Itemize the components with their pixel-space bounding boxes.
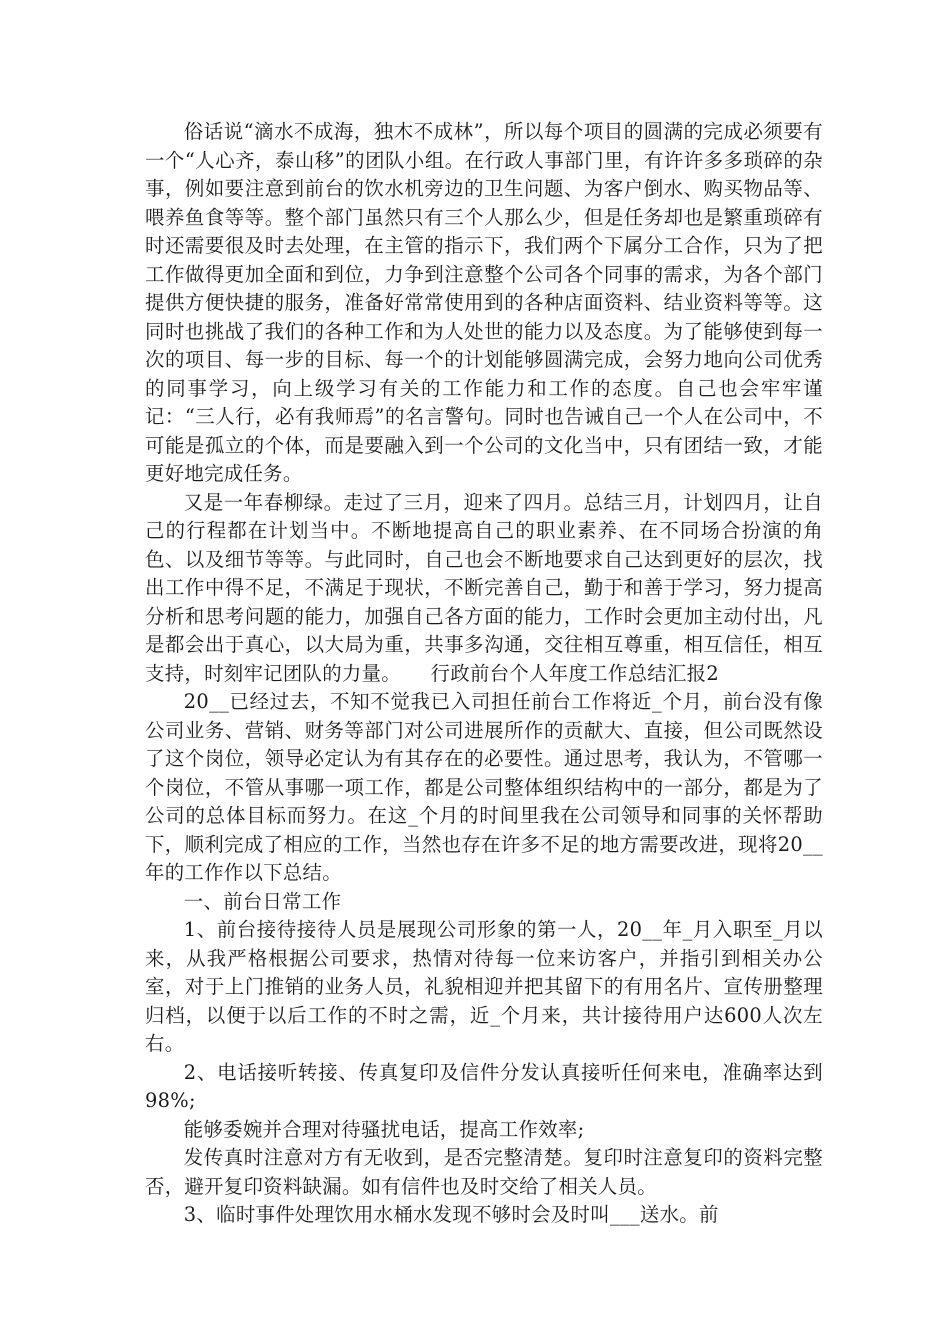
paragraph-incident-handling: 3、临时事件处理饮用水桶水发现不够时会及时叫___送水。前 [183, 1203, 719, 1226]
paragraph-reception: 1、前台接待接待人员是展现公司形象的第一人，20__年_月入职至_月以来，从我严格根据公司要求，热情对待每一位来访客户，并指引到相关办公室，对于上门推销的业务人员，礼貌相迎并把其留下的有用名片、宣传册整理归档，以便于以后工作的不时之需，近_个月来，共计接待用户达600人次左右。 [145, 918, 823, 1055]
paragraph-fax-copy: 发传真时注意对方有无收到，是否完整清楚。复印时注意复印的资料完整否，避开复印资料缺漏。如有信件也及时交给了相关人员。 [145, 1146, 823, 1198]
paragraph-phone-fax: 2、电话接听转接、传真复印及信件分发认真接听任何来电，准确率达到98%; [145, 1060, 823, 1112]
document-body [145, 118, 823, 1230]
paragraph-harassing-calls: 能够委婉并合理对待骚扰电话，提高工作效率; [183, 1117, 585, 1141]
section-heading-front-desk-daily-work: 一、前台日常工作 [183, 889, 342, 913]
paragraph-spring-summary: 又是一年春柳绿。走过了三月，迎来了四月。总结三月，计划四月，让自己的行程都在计划当中。不断地提高自己的职业素养、在不同场合扮演的角色、以及细节等等。与此同时，自己也会不断地要求自己达到更好的层次，找出工作中得不足，不满足于现状，不断完善自己，勤于和善于学习，努力提高分析和思考问题的能力，加强自己各方面的能力，工作时会更加主动付出，凡是都会出于真心，以大局为重，共事多沟通，交往相互尊重，相互信任，相互支持，时刻牢记团队的力量。 行政前台个人年度工作总结汇报2 [145, 490, 823, 685]
paragraph-year-review: 20__已经过去，不知不觉我已入司担任前台工作将近_个月，前台没有像公司业务、营销、财务等部门对公司进展所作的贡献大、直接，但公司既然设了这个岗位，领导必定认为有其存在的必要性。通过思考，我认为，不管哪一个岗位，不管从事哪一项工作，都是公司整体组织结构中的一部分，都是为了公司的总体目标而努力。在这_个月的时间里我在公司领导和同事的关怀帮助下，顺利完成了相应的工作，当然也存在许多不足的地方需要改进，现将20__年的工作作以下总结。 [145, 690, 823, 884]
paragraph-teamwork: 俗话说“滴水不成海，独木不成林”，所以每个项目的圆满的完成必须要有一个“人心齐，泰山移”的团队小组。在行政人事部门里，有许许多多琐碎的杂事，例如要注意到前台的饮水机旁边的卫生问题、为客户倒水、购买物品等、喂养鱼食等等。整个部门虽然只有三个人那么少，但是任务却也是繁重琐碎有时还需要很及时去处理，在主管的指示下，我们两个下属分工合作，只为了把工作做得更加全面和到位，力争到注意整个公司各个同事的需求，为各个部门提供方便快捷的服务，准备好常常使用到的各种店面资料、结业资料等等。这同时也挑战了我们的各种工作和为人处世的能力以及态度。为了能够使到每一次的项目、每一步的目标、每一个的计划能够圆满完成，会努力地向公司优秀的同事学习，向上级学习有关的工作能力和工作的态度。自己也会牢牢谨记：“三人行，必有我师焉”的名言警句。同时也告诫自己一个人在公司中，不可能是孤立的个体，而是要融入到一个公司的文化当中，只有团结一致，才能更好地完成任务。 [145, 120, 823, 485]
